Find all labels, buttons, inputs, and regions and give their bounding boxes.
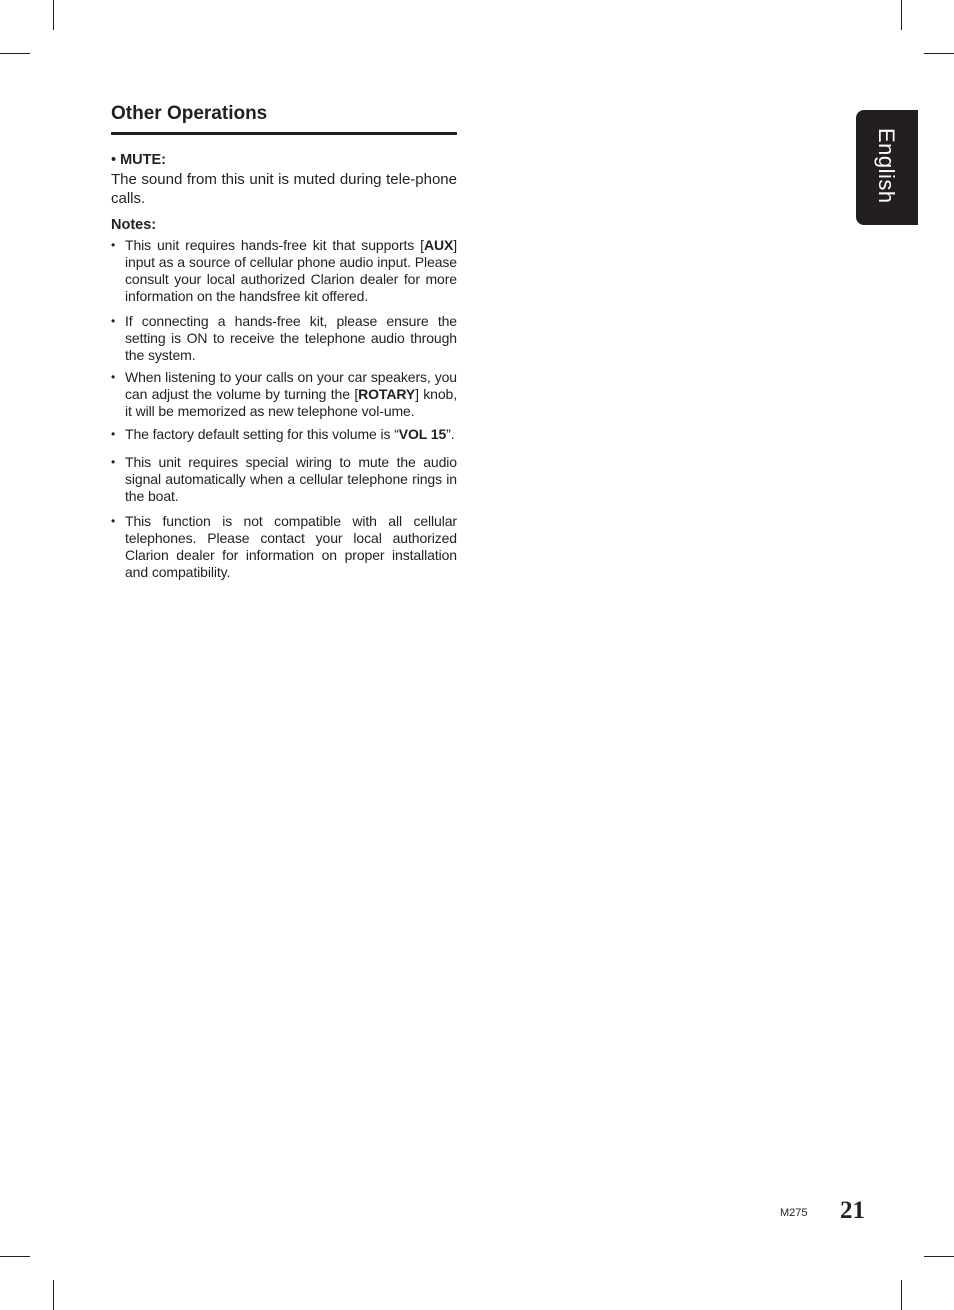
model-code: M275 bbox=[780, 1207, 808, 1219]
list-item bbox=[111, 313, 457, 364]
bullet-icon: • bbox=[111, 152, 117, 168]
mute-heading bbox=[111, 151, 457, 169]
crop-mark bbox=[53, 0, 54, 30]
note-text: This unit requires hands-free kit that supports [ bbox=[125, 237, 424, 253]
note-bold-text: AUX bbox=[423, 237, 454, 253]
note-text: If connecting a hands-free kit, please ensure the setting is ON to receive the telephone audio through the system. bbox=[125, 313, 457, 363]
crop-mark bbox=[0, 53, 30, 54]
bullet-icon: • bbox=[111, 314, 116, 328]
list-item bbox=[111, 369, 457, 420]
note-text: When listening to your calls on your car speakers, you can adjust the volume by turning the [ bbox=[125, 369, 457, 402]
list-item bbox=[111, 237, 457, 305]
list-item bbox=[111, 513, 457, 581]
bullet-icon: • bbox=[111, 427, 116, 441]
title-rule bbox=[111, 132, 457, 135]
crop-mark bbox=[901, 1280, 902, 1310]
note-text: ”. bbox=[446, 426, 455, 442]
crop-mark bbox=[53, 1280, 54, 1310]
notes-heading: Notes: bbox=[111, 217, 157, 233]
bullet-icon: • bbox=[111, 238, 116, 252]
bullet-icon: • bbox=[111, 370, 116, 384]
note-text: This function is not compatible with all cellular telephones. Please contact your local authorized Clarion dealer for information on proper installation and compatibility. bbox=[125, 513, 457, 580]
content-column bbox=[111, 102, 457, 581]
note-text: ] knob, it will be memorized as new telephone vol-ume. bbox=[125, 386, 457, 419]
note-text: This unit requires special wiring to mute the audio signal automatically when a cellular telephone rings in the boat. bbox=[125, 454, 457, 504]
language-tab-label: English bbox=[874, 128, 899, 204]
crop-mark bbox=[924, 1256, 954, 1257]
note-text: ] input as a source of cellular phone audio input. Please consult your local authorized Clarion dealer for more information on the handsfree kit offered. bbox=[125, 237, 457, 304]
list-item bbox=[111, 425, 457, 444]
crop-mark bbox=[0, 1256, 30, 1257]
note-bold-text: ROTARY bbox=[358, 386, 416, 402]
section-title: Other Operations bbox=[111, 103, 268, 124]
crop-mark bbox=[924, 53, 954, 54]
notes-list bbox=[111, 237, 457, 581]
crop-mark bbox=[901, 0, 902, 30]
page-number: 21 bbox=[840, 1197, 865, 1224]
bullet-icon: • bbox=[111, 514, 116, 528]
mute-description: The sound from this unit is muted during tele-phone calls. bbox=[111, 171, 457, 207]
mute-heading-text: MUTE: bbox=[120, 152, 166, 168]
note-text: The factory default setting for this volume is “ bbox=[125, 426, 399, 442]
note-bold-text: VOL 15 bbox=[398, 426, 447, 442]
bullet-icon: • bbox=[111, 455, 116, 469]
list-item bbox=[111, 454, 457, 505]
